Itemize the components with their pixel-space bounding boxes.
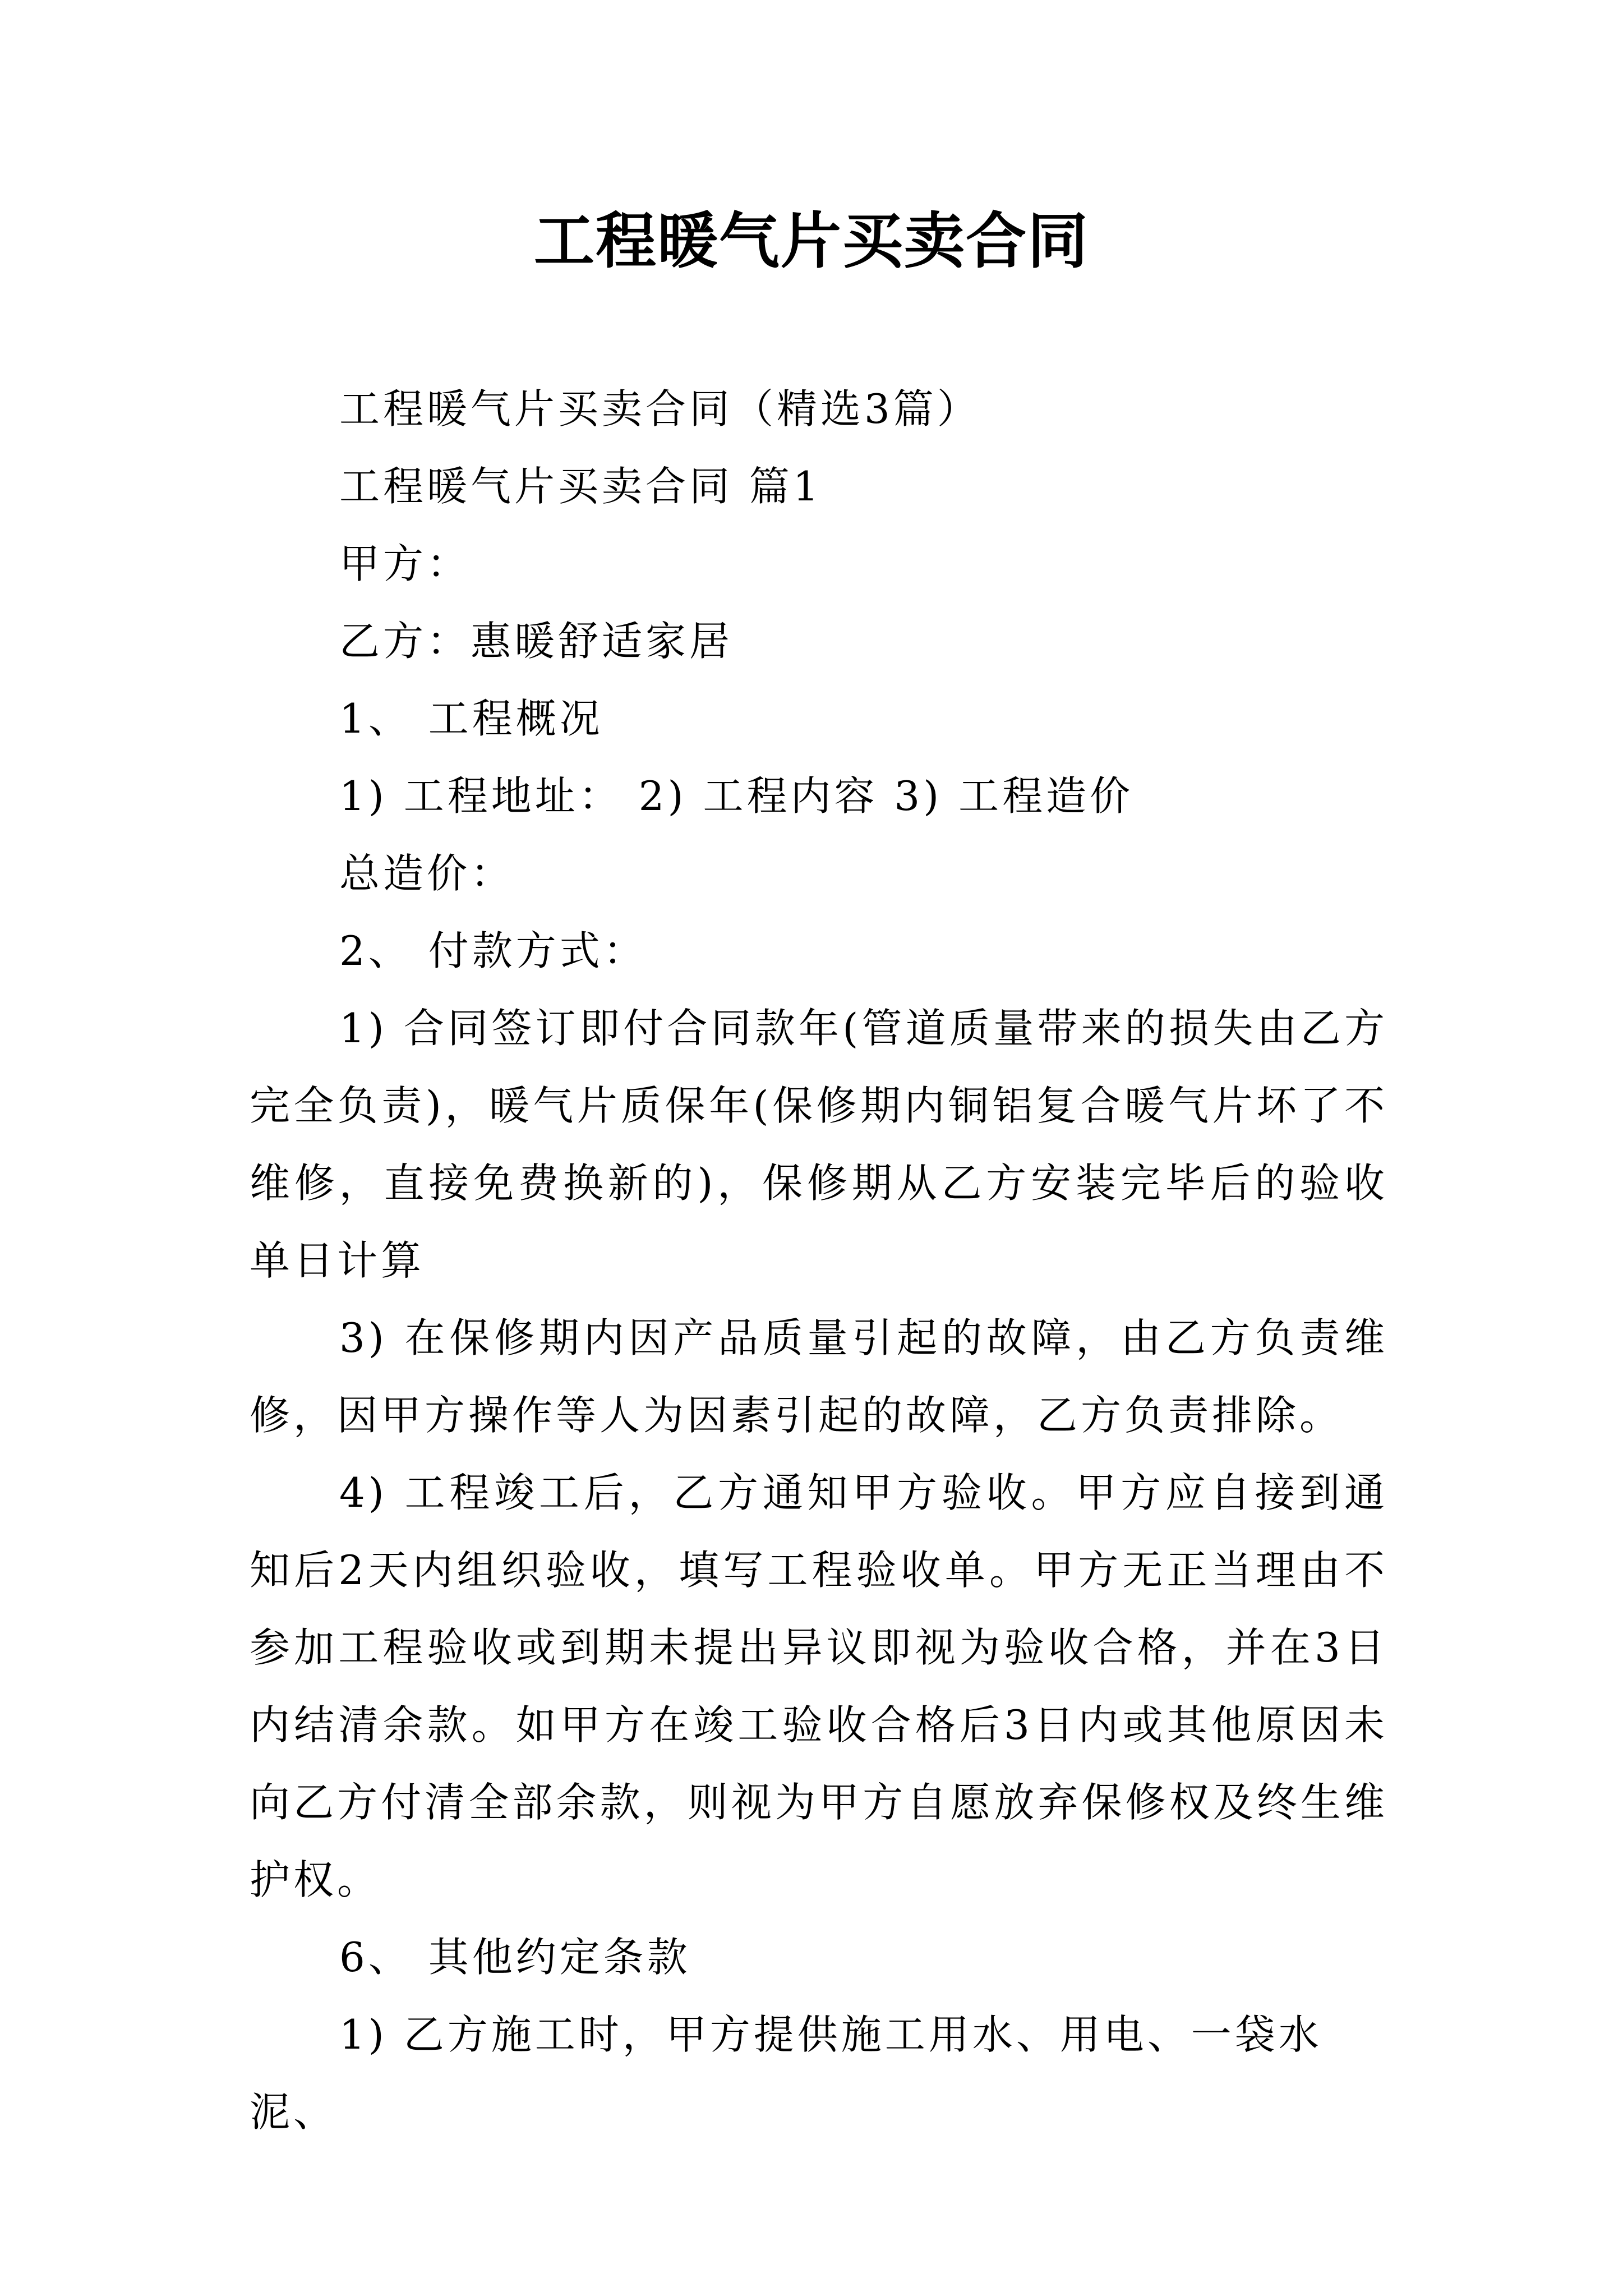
paragraph-party-a: 甲方： [339,540,471,587]
paragraph-total-cost: 总造价： [339,850,515,897]
document-title: 工程暖气片买卖合同 [533,206,1089,277]
paragraph-section-2: 2、 付款方式： [339,927,647,974]
paragraph-payment-clause-1: 1) 合同签订即付合同款年(管道质量带来的损失由乙方完全负责)，暖气片质保年(保修期内铜铝复合暖气片坏了不维修，直接免费换新的)，保修期从乙方安装完毕后的验收单日计算 [250,1005,1388,1284]
paragraph-other-clause-1: 1) 乙方施工时，甲方提供施工用水、用电、一袋水泥、 [250,2011,1322,2136]
paragraph-project-details: 1) 工程地址： 2) 工程内容 3) 工程造价 [339,772,1134,820]
paragraph-article-heading: 工程暖气片买卖合同 篇1 [339,463,822,510]
paragraph-acceptance-clause-4: 4) 工程竣工后，乙方通知甲方验收。甲方应自接到通知后2天内组织验收，填写工程验收单。甲方无正当理由不参加工程验收或到期未提出异议即视为验收合格，并在3日内结清余款。如甲方在竣工验收合格后3日内或其他原因未向乙方付清全部余款，则视为甲方自愿放弃保修权及终生维护权。 [250,1469,1388,1903]
paragraph-collection-title: 工程暖气片买卖合同（精选3篇） [339,385,981,432]
paragraph-warranty-clause-3: 3) 在保修期内因产品质量引起的故障，由乙方负责维修，因甲方操作等人为因素引起的故障，乙方负责排除。 [250,1314,1388,1439]
paragraph-section-6: 6、 其他约定条款 [339,1934,691,1981]
paragraph-section-1: 1、 工程概况 [339,695,603,742]
document-body [250,370,1388,2151]
paragraph-party-b: 乙方：惠暖舒适家居 [339,618,734,665]
